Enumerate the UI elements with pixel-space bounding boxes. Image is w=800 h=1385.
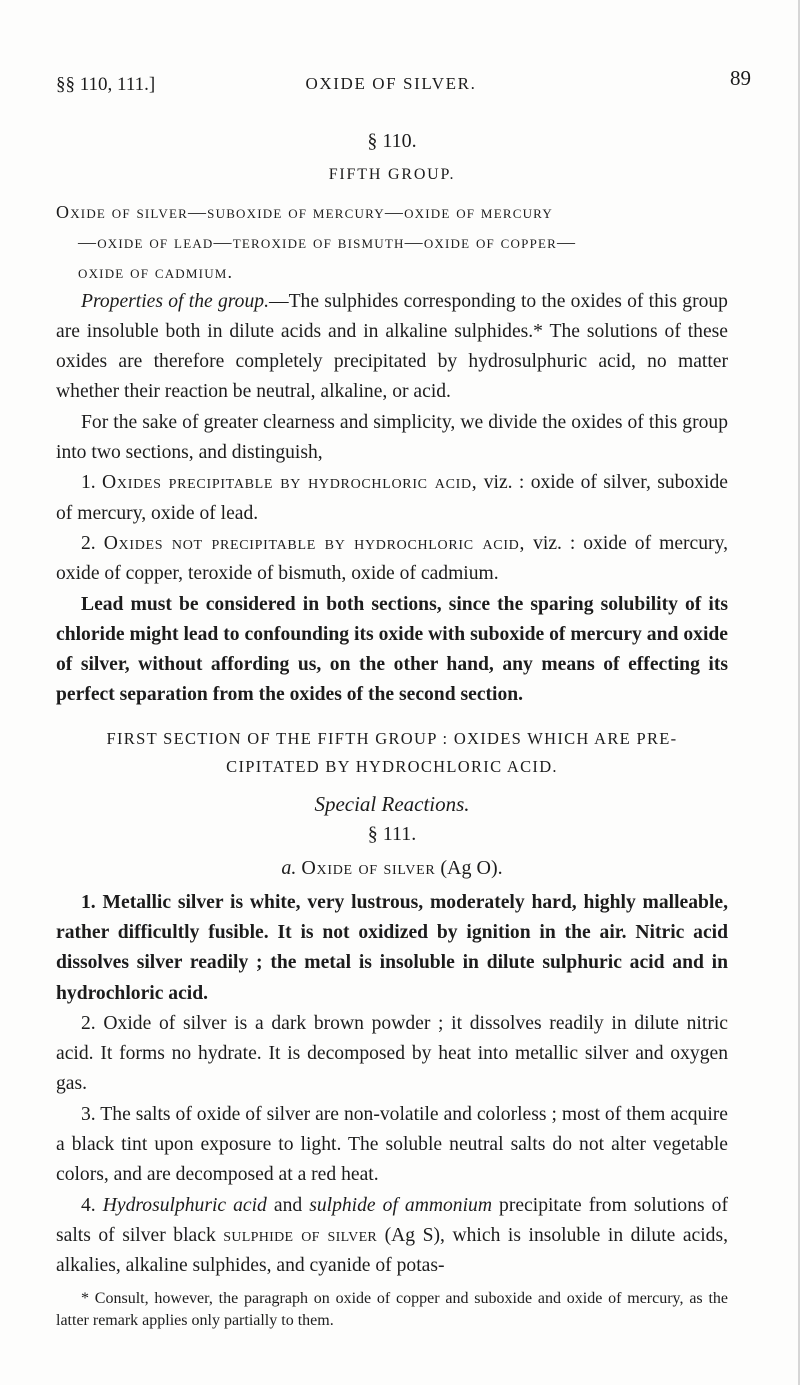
- item-1-number: 1.: [81, 472, 96, 494]
- p4-hydrosulphuric: Hydrosulphuric acid: [102, 1194, 267, 1216]
- item-2-number: 2.: [81, 532, 96, 554]
- footnote-text: * Consult, however, the paragraph on oxide of copper and suboxide and oxide of mercury, as the latter remark applies only partially to them.: [56, 1289, 728, 1329]
- silver-paragraph-1: 1. Metallic silver is white, very lustrous, moderately hard, highly malleable, rather difficultly fusible. It is not oxidized by ignition in the air. Nitric acid dissolves silver readily ; the metal is insoluble in dilute sulphuric acid and in hydrochloric acid.: [56, 891, 728, 1004]
- section-111-number: § 111.: [367, 823, 417, 846]
- page-number: 89: [730, 66, 751, 90]
- header-title: OXIDE OF SILVER.: [305, 74, 477, 93]
- item-2-caps: Oxides not precipitable by hydrochloric acid,: [103, 532, 526, 554]
- division-paragraph: For the sake of greater clearness and simplicity, we divide the oxides of this group into two sections, and distinguish,: [56, 411, 728, 464]
- p4-sulphide-silver: sulphide of silver: [223, 1224, 378, 1246]
- running-header: [56, 66, 751, 104]
- p4-sulphide-ammonium: sulphide of ammonium: [309, 1194, 492, 1216]
- heading-line-1: Oxide of silver—suboxide of mercury—oxide of mercury: [56, 201, 553, 222]
- footnote: [56, 1288, 728, 1332]
- section-110-number: § 110.: [367, 130, 417, 152]
- heading-line-2: —oxide of lead—teroxide of bismuth—oxide of copper—: [78, 231, 577, 252]
- lead-paragraph: Lead must be considered in both sections, since the sparing solubility of its chloride might lead to confounding its oxide with suboxide of mercury and oxide of silver, without affording us, on the other hand, any means of effecting its perfect separation from the oxides of the second section.: [56, 593, 728, 706]
- section-item-1: [56, 468, 728, 529]
- page-body: [56, 126, 728, 1332]
- silver-paragraph-2: 2. Oxide of silver is a dark brown powder ; it dissolves readily in dilute nitric acid. It forms no hydrate. It is decomposed by heat into metallic silver and oxygen gas.: [56, 1012, 728, 1095]
- subtitle-formula: (Ag O).: [440, 857, 503, 880]
- p4-mid: precipitate from solutions of salts of silver black: [56, 1194, 728, 1246]
- subtitle-letter: a.: [281, 857, 297, 880]
- properties-text: —The sulphides corresponding to the oxides of this group are insoluble both in dilute acids and in alkaline sulphides.* The solutions of these oxides are therefore completely precipitated by hydrosulphuric acid, no matter whether their reaction be neutral, alkaline, or acid.: [56, 290, 728, 403]
- subtitle-caps: Oxide of silver: [301, 857, 436, 880]
- special-reactions-heading: Special Reactions.: [314, 791, 470, 816]
- section-item-2: [56, 529, 728, 590]
- oxide-of-silver-heading: [56, 853, 728, 883]
- properties-paragraph: [56, 287, 728, 408]
- first-section-title: [56, 725, 728, 781]
- item-2-rest: viz. : oxide of mercury, oxide of copper, teroxide of bismuth, oxide of cadmium.: [56, 532, 728, 585]
- group-oxides-heading: [56, 197, 728, 287]
- p4-number: 4.: [81, 1194, 96, 1216]
- silver-paragraph-4: [56, 1191, 728, 1282]
- item-1-caps: Oxides precipitable by hydrochloric acid,: [102, 472, 478, 494]
- fifth-group-title: FIFTH GROUP.: [328, 166, 456, 184]
- heading-line-3: oxide of cadmium.: [78, 261, 234, 282]
- first-section-title-line-2: CIPITATED BY HYDROCHLORIC ACID.: [226, 756, 558, 776]
- header-section-ref: §§ 110, 111.]: [56, 74, 156, 95]
- p4-and: and: [273, 1194, 303, 1216]
- p4-end: (Ag S), which is insoluble in dilute acids, alkalies, alkaline sulphides, and cyanide of potas-: [56, 1224, 728, 1277]
- item-1-rest: viz. : oxide of silver, suboxide of mercury, oxide of lead.: [56, 472, 728, 524]
- silver-paragraph-3: 3. The salts of oxide of silver are non-volatile and colorless ; most of them acquire a black tint upon exposure to light. The soluble neutral salts do not alter vegetable colors, and are decomposed at a red heat.: [56, 1103, 728, 1186]
- first-section-title-line-1: FIRST SECTION OF THE FIFTH GROUP : OXIDES WHICH ARE PRE-: [106, 728, 678, 748]
- properties-label: Properties of the group.: [81, 290, 269, 312]
